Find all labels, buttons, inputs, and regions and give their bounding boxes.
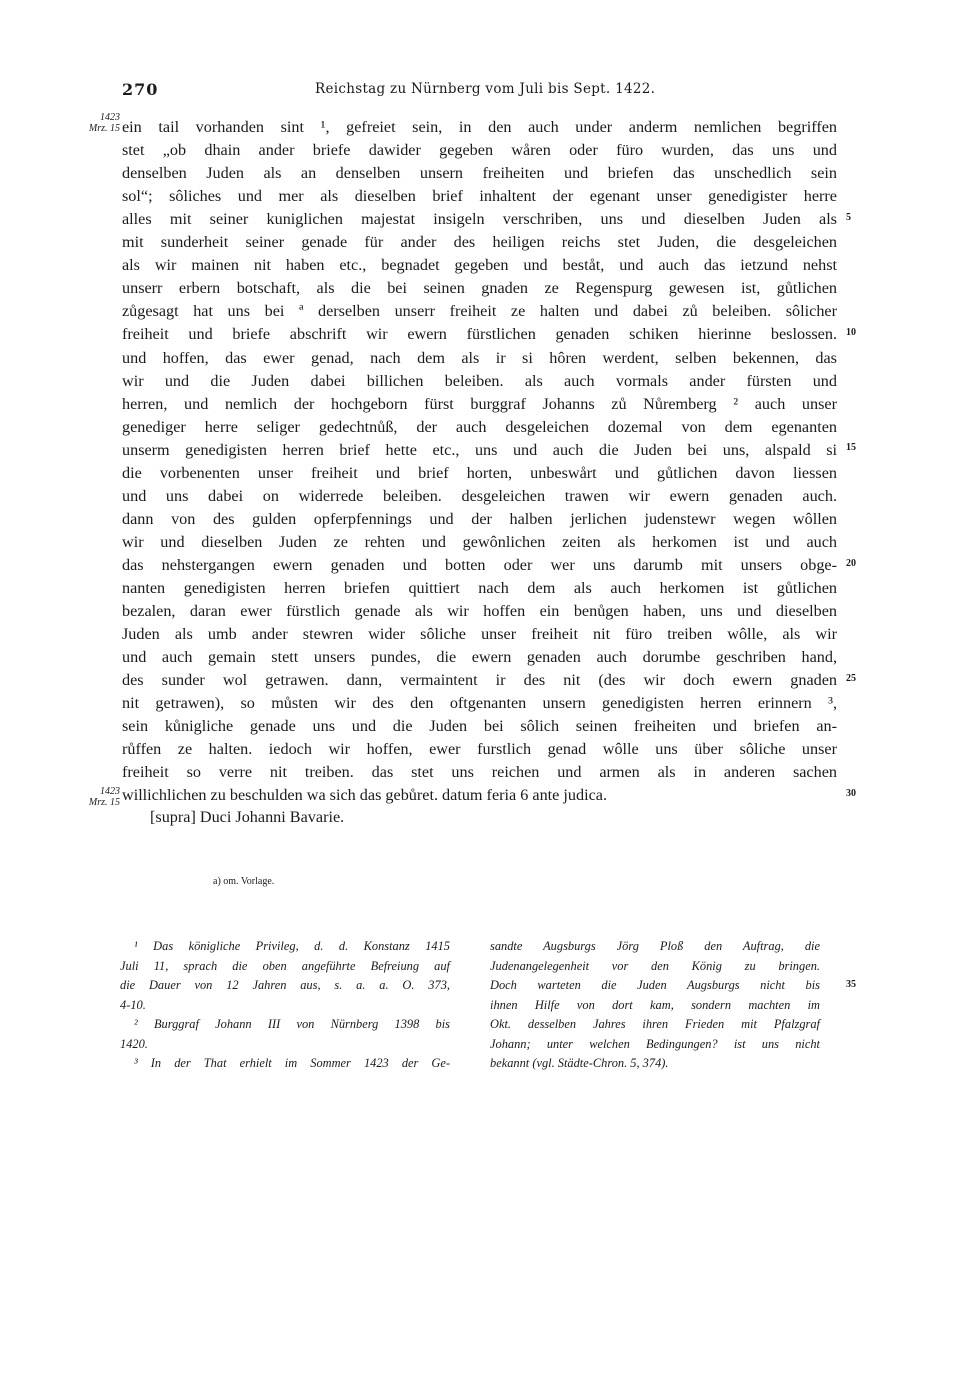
margin-date-year: 1423 xyxy=(100,112,120,123)
body-line: nanten genedigisten herren briefen quittiert nach dem als auch herkomen ist gůtlichen xyxy=(122,579,837,597)
body-line: wir und die Juden dabei billichen beleiben. als auch vormals ander fürsten und xyxy=(122,371,837,390)
body-line: und auch gemain stett unsers pundes, die ewern genaden auch dorumbe geschriben hand, xyxy=(122,648,837,667)
body-line: bezalen, daran ewer fürstlich genade als wir hoffen ein benůgen haben, uns und dieselben xyxy=(122,602,837,621)
body-line: und hoffen, das ewer genad, nach dem als ir si hôren werdent, selben bekennen, das xyxy=(122,348,837,367)
footnote-line: ² Burggraf Johann III von Nürnberg 1398 bis xyxy=(134,1017,450,1031)
footnote-line: ³ In der That erhielt im Sommer 1423 der Ge- xyxy=(134,1056,450,1070)
footnote-line: ihnen Hilfe von dort kam, sondern machten im xyxy=(490,997,820,1012)
body-line: herren, und nemlich der hochgeborn fürst burggraf Johanns zů Nůremberg ² auch unser xyxy=(122,394,837,413)
body-line: des sunder wol getrawen. dann, vermaintent ir des nit (des wir doch ewern gnaden xyxy=(122,671,837,690)
body-line: stet „ob dhain ander briefe dawider gegeben wåren oder füro wurden, das uns und xyxy=(122,141,837,160)
line-number: 30 xyxy=(846,788,856,799)
body-line: als wir mainen nit haben etc., begnadet gegeben und beståt, und auch das ietzund nehst xyxy=(122,256,837,275)
line-number: 15 xyxy=(846,442,856,453)
body-line: alles mit seiner kuniglichen majestat insigeln verschriben, uns und dieselben Juden als xyxy=(122,210,837,229)
footnote-line: Okt. desselben Jahres ihren Frieden mit Pfalzgraf xyxy=(490,1017,820,1031)
margin-date-day: Mrz. 15 xyxy=(88,797,120,808)
body-line: sein kůnigliche genade uns und die Juden bei sôlich seinen freiheiten und briefen an- xyxy=(122,717,837,736)
body-line: freiheit so verre nit treiben. das stet uns reichen und armen als in anderen sachen xyxy=(122,763,837,782)
footnote-line: ¹ Das königliche Privileg, d. d. Konstanz 1415 xyxy=(134,939,450,953)
margin-date xyxy=(70,786,120,808)
line-number: 10 xyxy=(846,327,856,338)
body-line: unserm genedigisten herren brief hette etc., uns und auch die Juden bei uns, alspald si xyxy=(122,440,837,459)
body-line: willichlichen zu beschulden wa sich das gebůret. datum feria 6 ante judica. xyxy=(122,786,608,805)
margin-date-day: Mrz. 15 xyxy=(88,123,120,134)
footnote-line: bekannt (vgl. Städte-Chron. 5, 374). xyxy=(490,1056,669,1070)
running-head: Reichstag zu Nürnberg vom Juli bis Sept. 1422. xyxy=(315,81,656,97)
body-line: zůgesagt hat uns bei ª derselben unserr freiheit ze halten und dabei zů beleiben. sôlicher xyxy=(122,302,837,321)
addressee xyxy=(150,806,344,828)
footnotes-right-column xyxy=(490,937,820,1074)
addressee-text: [supra] Duci Johanni Bavarie. xyxy=(150,808,345,826)
footnote-line: Johann; unter welchen Bedingungen? ist uns nicht xyxy=(490,1036,820,1051)
footnote-line: 4-10. xyxy=(120,997,146,1012)
body-line: das nehstergangen ewern genaden und botten oder wer uns darumb mit unsers obge- xyxy=(122,555,837,574)
body-line: dann von des gulden opferpfennings und der halben jerlichen judenstewr wegen wôllen xyxy=(122,509,837,528)
body-line: růffen ze halten. iedoch wir hoffen, ewer furstlich genad wôlle uns über sôliche unser xyxy=(122,740,837,759)
page-header xyxy=(122,80,837,102)
footnote-line: Doch warteten die Juden Augsburgs nicht bis xyxy=(490,978,820,992)
line-number: 5 xyxy=(846,212,851,223)
line-number: 25 xyxy=(846,673,856,684)
footnote-line: sandte Augsburgs Jörg Ploß den Auftrag, die xyxy=(490,939,820,953)
body-line: nit getrawen), so můsten wir des den oftgenanten unsern genedigisten herren erinnern ³, xyxy=(122,694,837,713)
body-line: die vorbenenten unser freiheit und brief horten, unbeswårt und gůtlichen davon liessen xyxy=(122,463,837,482)
body-line: ein tail vorhanden sint ¹, gefreiet sein, in den auch under anderm nemlichen begriffen xyxy=(122,118,837,136)
body-line: Juden als umb ander stewren wider sôliche unser freiheit nit füro treiben wôlle, als wir xyxy=(122,625,837,644)
margin-date xyxy=(70,112,120,134)
footnote-line: 1420. xyxy=(120,1036,148,1051)
page-number: 270 xyxy=(122,80,159,99)
body-line: sol“; sôliches und mer als dieselben brief inhaltent der egenant unser genedigister herre xyxy=(122,187,837,206)
footnote-line: Judenangelegenheit vor den König zu bringen. xyxy=(490,958,820,973)
body-line: genediger herre seliger gedechtnůß, der auch desgeleichen dozemal von dem egenanten xyxy=(122,417,837,436)
body-line: unserr erbern botschaft, als die bei seinen gnaden ze Regenspurg gewesen ist, gůtlichen xyxy=(122,279,837,298)
footnote-line: Juli 11, sprach die oben angeführte Befreiung auf xyxy=(120,958,450,973)
apparatus-note: a) om. Vorlage. xyxy=(213,876,275,887)
body-line: wir und dieselben Juden ze rehten und gewônlichen zeiten als herkomen ist und auch xyxy=(122,532,837,551)
body-line: freiheit und briefe abschrift wir ewern fürstlichen genaden schiken hierinne beslossen. xyxy=(122,325,837,344)
body-line: und uns dabei on widerrede beleiben. desgeleichen trawen wir ewern genaden auch. xyxy=(122,486,837,505)
footnotes-left-column xyxy=(120,937,450,1074)
body-line: mit sunderheit seiner genade für ander des heiligen reichs stet Juden, die desgeleichen xyxy=(122,233,837,252)
footnote-line: die Dauer von 12 Jahren aus, s. a. a. O. 373, xyxy=(120,978,450,992)
line-number: 20 xyxy=(846,558,856,569)
body-line: denselben Juden als an denselben unsern freiheiten und briefen das unschedlich sein xyxy=(122,164,837,183)
margin-date-year: 1423 xyxy=(100,786,120,797)
critical-apparatus xyxy=(213,876,274,887)
line-number: 35 xyxy=(846,979,856,990)
